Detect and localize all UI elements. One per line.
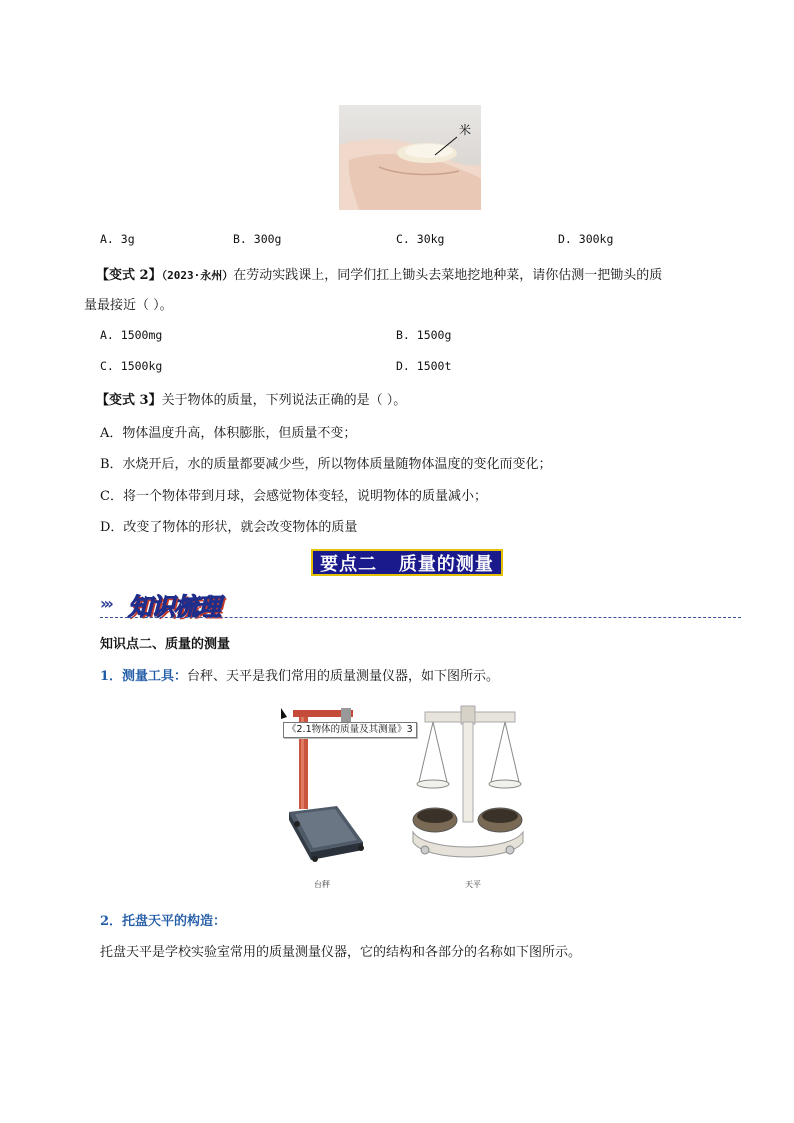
- variant2-stem-text: 在劳动实践课上，同学们扛上锄头去菜地挖地种菜，请你估测一把锄头的质: [233, 268, 663, 283]
- variant3-option-b: B．水烧开后，水的质量都要减少些，所以物体质量随物体温度的变化而变化；: [100, 457, 552, 472]
- item1-label: 1．测量工具：: [100, 669, 188, 684]
- item2-label: 2．托盘天平的构造：: [100, 914, 227, 929]
- cursor-arrow-icon: [281, 708, 287, 719]
- section-heading: [311, 549, 503, 576]
- variant2-tag: 【变式 2】: [96, 268, 162, 283]
- q1-option-d: D. 300kg: [558, 232, 614, 246]
- variant2-option-a: A. 1500mg: [100, 328, 163, 342]
- item1-text: 台秤、天平是我们常用的质量测量仪器，如下图所示。: [187, 669, 500, 684]
- knowledge-banner: 知识梳理: [128, 593, 220, 621]
- q1-option-a: A. 3g: [100, 232, 135, 246]
- banner-arrows-icon: ›››: [100, 594, 111, 613]
- variant2-stem-line2: 量最接近（ ）。: [84, 298, 173, 313]
- variant3-stem: [96, 389, 406, 408]
- q1-option-b: B. 300g: [233, 232, 282, 246]
- variant3-tag: 【变式 3】: [96, 393, 162, 408]
- variant2-option-b: B. 1500g: [396, 328, 452, 342]
- variant3-option-a: A．物体温度升高，体积膨胀，但质量不变；: [100, 426, 357, 441]
- variant3-option-d: D．改变了物体的形状，就会改变物体的质量: [100, 520, 358, 535]
- rice-label: 米: [459, 123, 472, 137]
- knowledge-point-heading: 知识点二、质量的测量: [100, 637, 231, 652]
- variant3-option-c: C．将一个物体带到月球，会感觉物体变轻，说明物体的质量减小；: [100, 489, 487, 504]
- balance-scale-image: [405, 702, 530, 872]
- rice-in-hands-photo: [339, 105, 481, 210]
- item2-text: 托盘天平是学校实验室常用的质量测量仪器，它的结构和各部分的名称如下图所示。: [100, 945, 582, 960]
- variant3-stem-text: 关于物体的质量，下列说法正确的是（ ）。: [161, 393, 407, 408]
- image-tooltip: 《2.1物体的质量及其测量》3: [283, 722, 417, 738]
- item1: [100, 665, 499, 684]
- variant2-option-d: D. 1500t: [396, 359, 452, 373]
- variant2-source: （2023·永州）: [161, 269, 234, 282]
- caption-platform-scale: 台秤: [314, 880, 330, 889]
- banner-divider: [100, 617, 741, 618]
- section-heading-text: 要点二 质量的测量: [320, 553, 494, 575]
- caption-balance: 天平: [465, 880, 481, 889]
- variant2-stem-line1: [96, 264, 662, 283]
- q1-option-c: C. 30kg: [396, 232, 445, 246]
- variant2-option-c: C. 1500kg: [100, 359, 163, 373]
